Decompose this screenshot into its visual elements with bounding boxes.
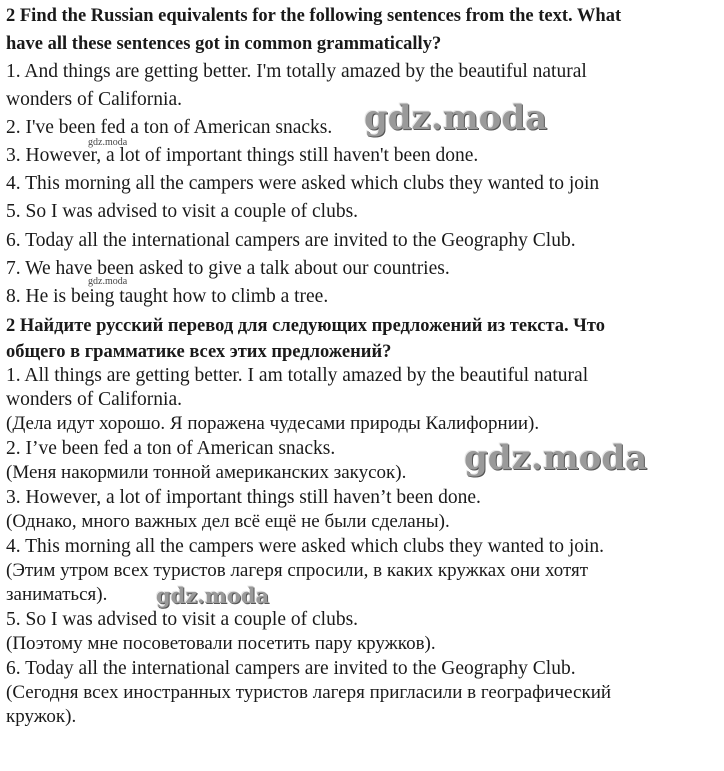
task-en-line-7: 7. We have been asked to give a talk about our countries. xyxy=(6,258,450,279)
task-ru-line-6: 6. Today all the international campers are invited to the Geography Club. xyxy=(6,658,576,679)
watermark-large-2: gdz.moda xyxy=(464,438,648,478)
task-ru-line-1-translation: (Дела идут хорошо. Я поражена чудесами природы Калифорнии). xyxy=(6,413,540,434)
task-en-line-1b: wonders of California. xyxy=(6,89,182,110)
task-en-line-3: 3. However, a lot of important things still haven't been done. xyxy=(6,145,479,166)
watermark-medium: gdz.moda xyxy=(156,583,270,608)
task-ru-line-4-translation-a: (Этим утром всех туристов лагеря спросили, в каких кружках они хотят xyxy=(6,560,589,581)
task-ru-line-3-translation: (Однако, много важных дел всё ещё не были сделаны). xyxy=(6,511,450,532)
task-en-line-5: 5. So I was advised to visit a couple of clubs. xyxy=(6,201,359,222)
task-ru-line-6-translation-b: кружок). xyxy=(6,706,77,727)
task-en-line-8: 8. He is being taught how to climb a tree. xyxy=(6,286,329,307)
task-ru-line-3: 3. However, a lot of important things still haven’t been done. xyxy=(6,487,481,508)
task-en-line-2: 2. I've been fed a ton of American snacks. xyxy=(6,117,333,138)
task-en-heading-line2: have all these sentences got in common grammatically? xyxy=(6,34,442,54)
task-en-line-4: 4. This morning all the campers were asked which clubs they wanted to join xyxy=(6,173,600,194)
task-ru-line-5-translation: (Поэтому мне посоветовали посетить пару кружков). xyxy=(6,633,436,654)
task-ru-heading-line1: 2 Найдите русский перевод для следующих предложений из текста. Что xyxy=(6,316,605,336)
task-en-line-6: 6. Today all the international campers are invited to the Geography Club. xyxy=(6,230,576,251)
task-ru-line-2: 2. I’ve been fed a ton of American snacks. xyxy=(6,438,336,459)
task-ru-line-2-translation: (Меня накормили тонной американских закусок). xyxy=(6,462,407,483)
task-en-heading-line1: 2 Find the Russian equivalents for the following sentences from the text. What xyxy=(6,6,622,26)
task-ru-line-1a: 1. All things are getting better. I am totally amazed by the beautiful natural xyxy=(6,365,589,386)
task-en-line-1a: 1. And things are getting better. I'm totally amazed by the beautiful natural xyxy=(6,61,587,82)
task-ru-line-6-translation-a: (Сегодня всех иностранных туристов лагеря пригласили в географический xyxy=(6,682,612,703)
watermark-small-1: gdz.moda xyxy=(88,137,128,148)
task-ru-line-4-translation-b: заниматься). xyxy=(6,584,108,605)
task-ru-line-5: 5. So I was advised to visit a couple of clubs. xyxy=(6,609,359,630)
task-ru-line-4: 4. This morning all the campers were asked which clubs they wanted to join. xyxy=(6,536,605,557)
watermark-large-1: gdz.moda xyxy=(364,98,548,138)
task-ru-line-1b: wonders of California. xyxy=(6,389,182,410)
watermark-small-2: gdz.moda xyxy=(88,276,128,287)
task-ru-heading-line2: общего в грамматике всех этих предложений? xyxy=(6,342,392,362)
